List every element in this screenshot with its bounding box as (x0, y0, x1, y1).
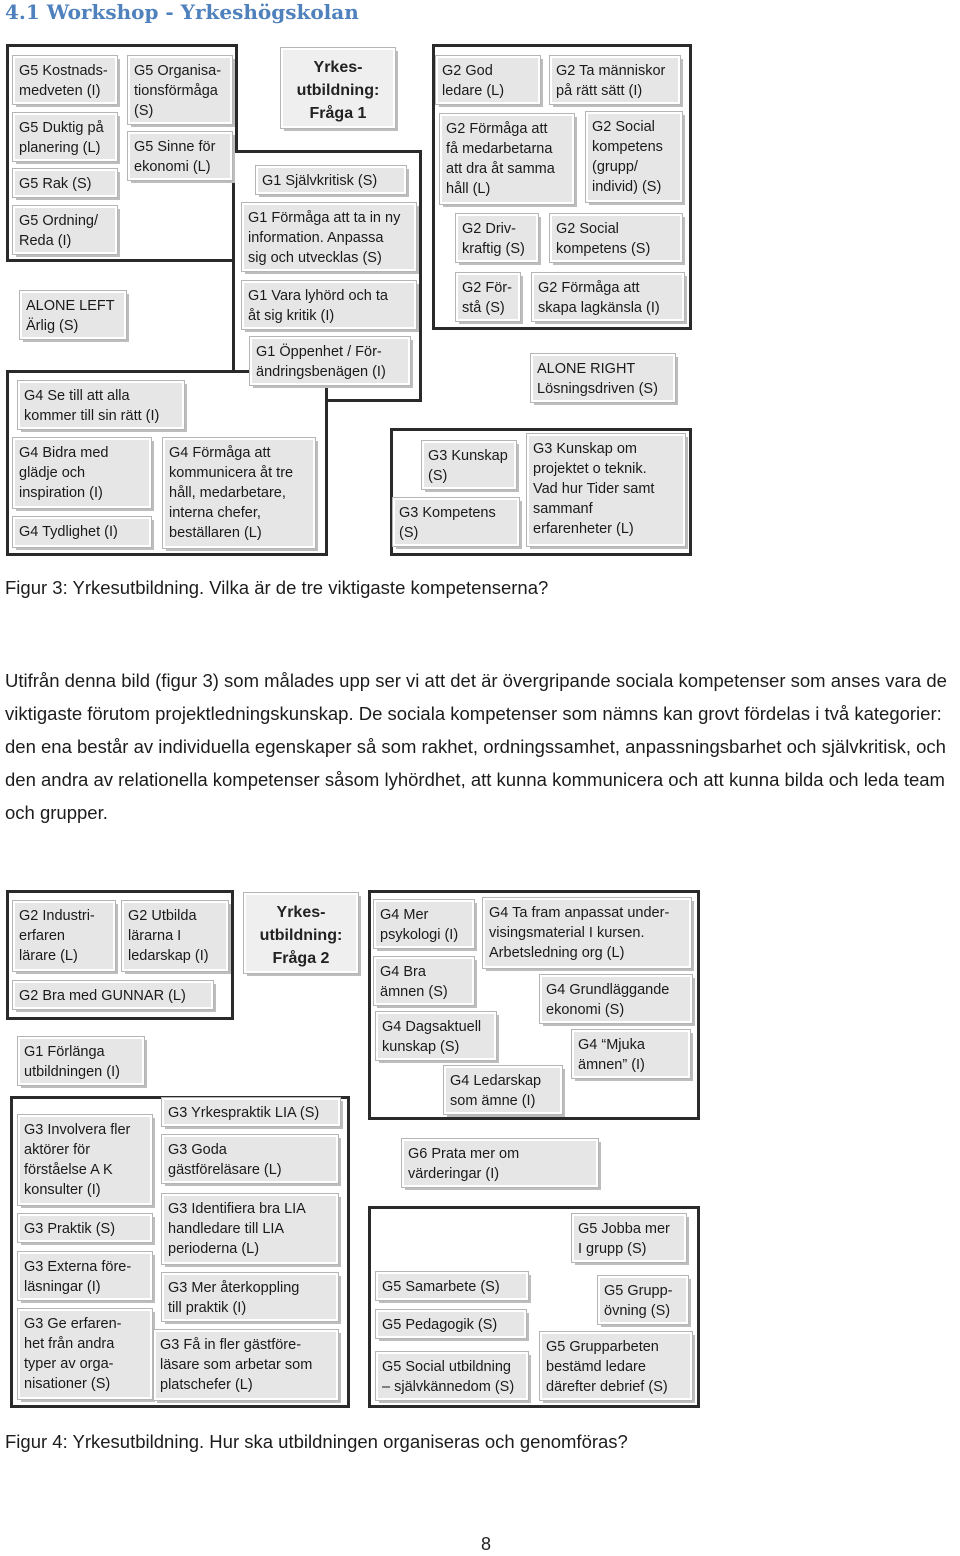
sticky-note: G4 Mer psykologi (I) (374, 900, 474, 948)
sticky-note: G2 Bra med GUNNAR (L) (13, 981, 213, 1009)
sticky-note: G4 Grundläggande ekonomi (S) (540, 975, 692, 1023)
sticky-note: G4 Ledarskap som ämne (I) (444, 1066, 562, 1114)
sticky-note: G5 Jobba mer I grupp (S) (572, 1214, 686, 1262)
sticky-note: G5 Rak (S) (13, 169, 117, 197)
sticky-note: G2 Förmåga att skapa lagkänsla (I) (532, 273, 684, 321)
sticky-note: G1 Självkritisk (S) (256, 166, 406, 194)
sticky-note: G3 Yrkespraktik LIA (S) (162, 1098, 340, 1126)
sticky-note: G3 Praktik (S) (18, 1214, 152, 1242)
sticky-note: ALONE LEFT Ärlig (S) (20, 291, 126, 339)
sticky-note: G4 “Mjuka ämnen” (I) (572, 1030, 690, 1078)
figure-3-caption: Figur 3: Yrkesutbildning. Vilka är de tre viktigaste kompetenserna? (5, 577, 549, 598)
page-number: 8 (480, 1534, 491, 1554)
sticky-note: G3 Mer återkoppling till praktik (I) (162, 1273, 338, 1321)
sticky-note: G4 Se till att alla kommer till sin rätt (I) (18, 381, 184, 429)
sticky-note: G3 Kunskap (S) (422, 441, 516, 489)
sticky-note: G3 Goda gästföreläsare (L) (162, 1135, 338, 1183)
sticky-note: G2 För- stå (S) (456, 273, 520, 321)
figure-4-caption: Figur 4: Yrkesutbildning. Hur ska utbildningen organiseras och genomföras? (5, 1431, 628, 1452)
sticky-note: G3 Involvera fler aktörer för förståelse A K konsulter (I) (18, 1115, 152, 1205)
sticky-note: G3 Identifiera bra LIA handledare till LIA perioderna (L) (162, 1194, 338, 1264)
sticky-note: G2 Utbilda lärarna I ledarskap (I) (122, 901, 228, 971)
sticky-note: G5 Kostnads- medveten (I) (13, 56, 117, 104)
sticky-note: G4 Förmåga att kommunicera åt tre håll, medarbetare, interna chefer, beställaren (L) (163, 438, 315, 548)
sticky-note: G3 Externa före- läsningar (I) (18, 1252, 152, 1300)
sticky-note: G1 Förlänga utbildningen (I) (18, 1037, 144, 1085)
sticky-note: G2 Social kompetens (S) (550, 214, 682, 262)
sticky-note: G5 Samarbete (S) (376, 1272, 528, 1300)
sticky-note: G4 Tydlighet (I) (13, 517, 151, 547)
sticky-note: G5 Grupparbeten bestämd ledare därefter debrief (S) (540, 1332, 692, 1400)
figure-4-title: Yrkes- utbildning: Fråga 2 (244, 893, 358, 973)
sticky-note: G1 Vara lyhörd och ta åt sig kritik (I) (242, 281, 416, 329)
sticky-note: G1 Öppenhet / För- ändringsbenägen (I) (250, 337, 410, 385)
sticky-note: G2 Social kompetens (grupp/ individ) (S) (586, 112, 682, 202)
sticky-note: G5 Grupp- övning (S) (598, 1276, 688, 1324)
sticky-note: G3 Få in fler gästföre- läsare som arbetar som platschefer (L) (154, 1330, 338, 1400)
sticky-note: G4 Bidra med glädje och inspiration (I) (13, 438, 151, 508)
sticky-note: G5 Pedagogik (S) (376, 1310, 526, 1338)
sticky-note: G1 Förmåga att ta in ny information. Anpassa sig och utvecklas (S) (242, 203, 416, 271)
sticky-note: G2 Industri- erfaren lärare (L) (13, 901, 115, 971)
sticky-note: G5 Ordning/ Reda (I) (13, 206, 117, 254)
sticky-note: G4 Bra ämnen (S) (374, 957, 474, 1005)
sticky-note: G5 Sinne för ekonomi (L) (128, 132, 232, 180)
sticky-note: G3 Kompetens (S) (393, 498, 519, 546)
sticky-note: G6 Prata mer om värderingar (I) (402, 1139, 598, 1187)
sticky-note: G2 Ta människor på rätt sätt (I) (550, 56, 680, 104)
sticky-note: G2 Förmåga att få medarbetarna att dra åt samma håll (L) (440, 114, 574, 204)
sticky-note: G2 Driv- kraftig (S) (456, 214, 538, 262)
sticky-note: ALONE RIGHT Lösningsdriven (S) (531, 354, 675, 402)
sticky-note: G3 Kunskap om projektet o teknik. Vad hur Tider samt sammanf erfarenheter (L) (527, 434, 685, 546)
sticky-note: G5 Organisa- tionsförmåga (S) (128, 56, 232, 124)
sticky-note: G5 Duktig på planering (L) (13, 113, 117, 161)
sticky-note: G5 Social utbildning – självkännedom (S) (376, 1352, 528, 1400)
sticky-note: G2 God ledare (L) (436, 56, 540, 104)
body-paragraph: Utifrån denna bild (figur 3) som målades upp ser vi att det är övergripande sociala kompetenser som anses vara de viktigaste förutom projektledningskunskap. De sociala kompetenser som nämns kan grovt fördelas i två kategorier: den ena består av individuella egenskaper så som rakhet, ordningssamhet, anpassningsbarhet och självkritisk, och den andra av relationella kompetenser såsom lyhördhet, att kunna kommunicera och att kunna bilda och leda team och grupper. (5, 670, 947, 823)
sticky-note: G4 Ta fram anpassat under- visingsmaterial I kursen. Arbetsledning org (L) (483, 898, 691, 968)
sticky-note: G3 Ge erfaren- het från andra typer av orga- nisationer (S) (18, 1309, 152, 1399)
sticky-note: G4 Dagsaktuell kunskap (S) (376, 1012, 496, 1060)
section-heading: 4.1 Workshop - Yrkeshögskolan (5, 0, 359, 24)
figure-3-title: Yrkes- utbildning: Fråga 1 (281, 48, 395, 128)
